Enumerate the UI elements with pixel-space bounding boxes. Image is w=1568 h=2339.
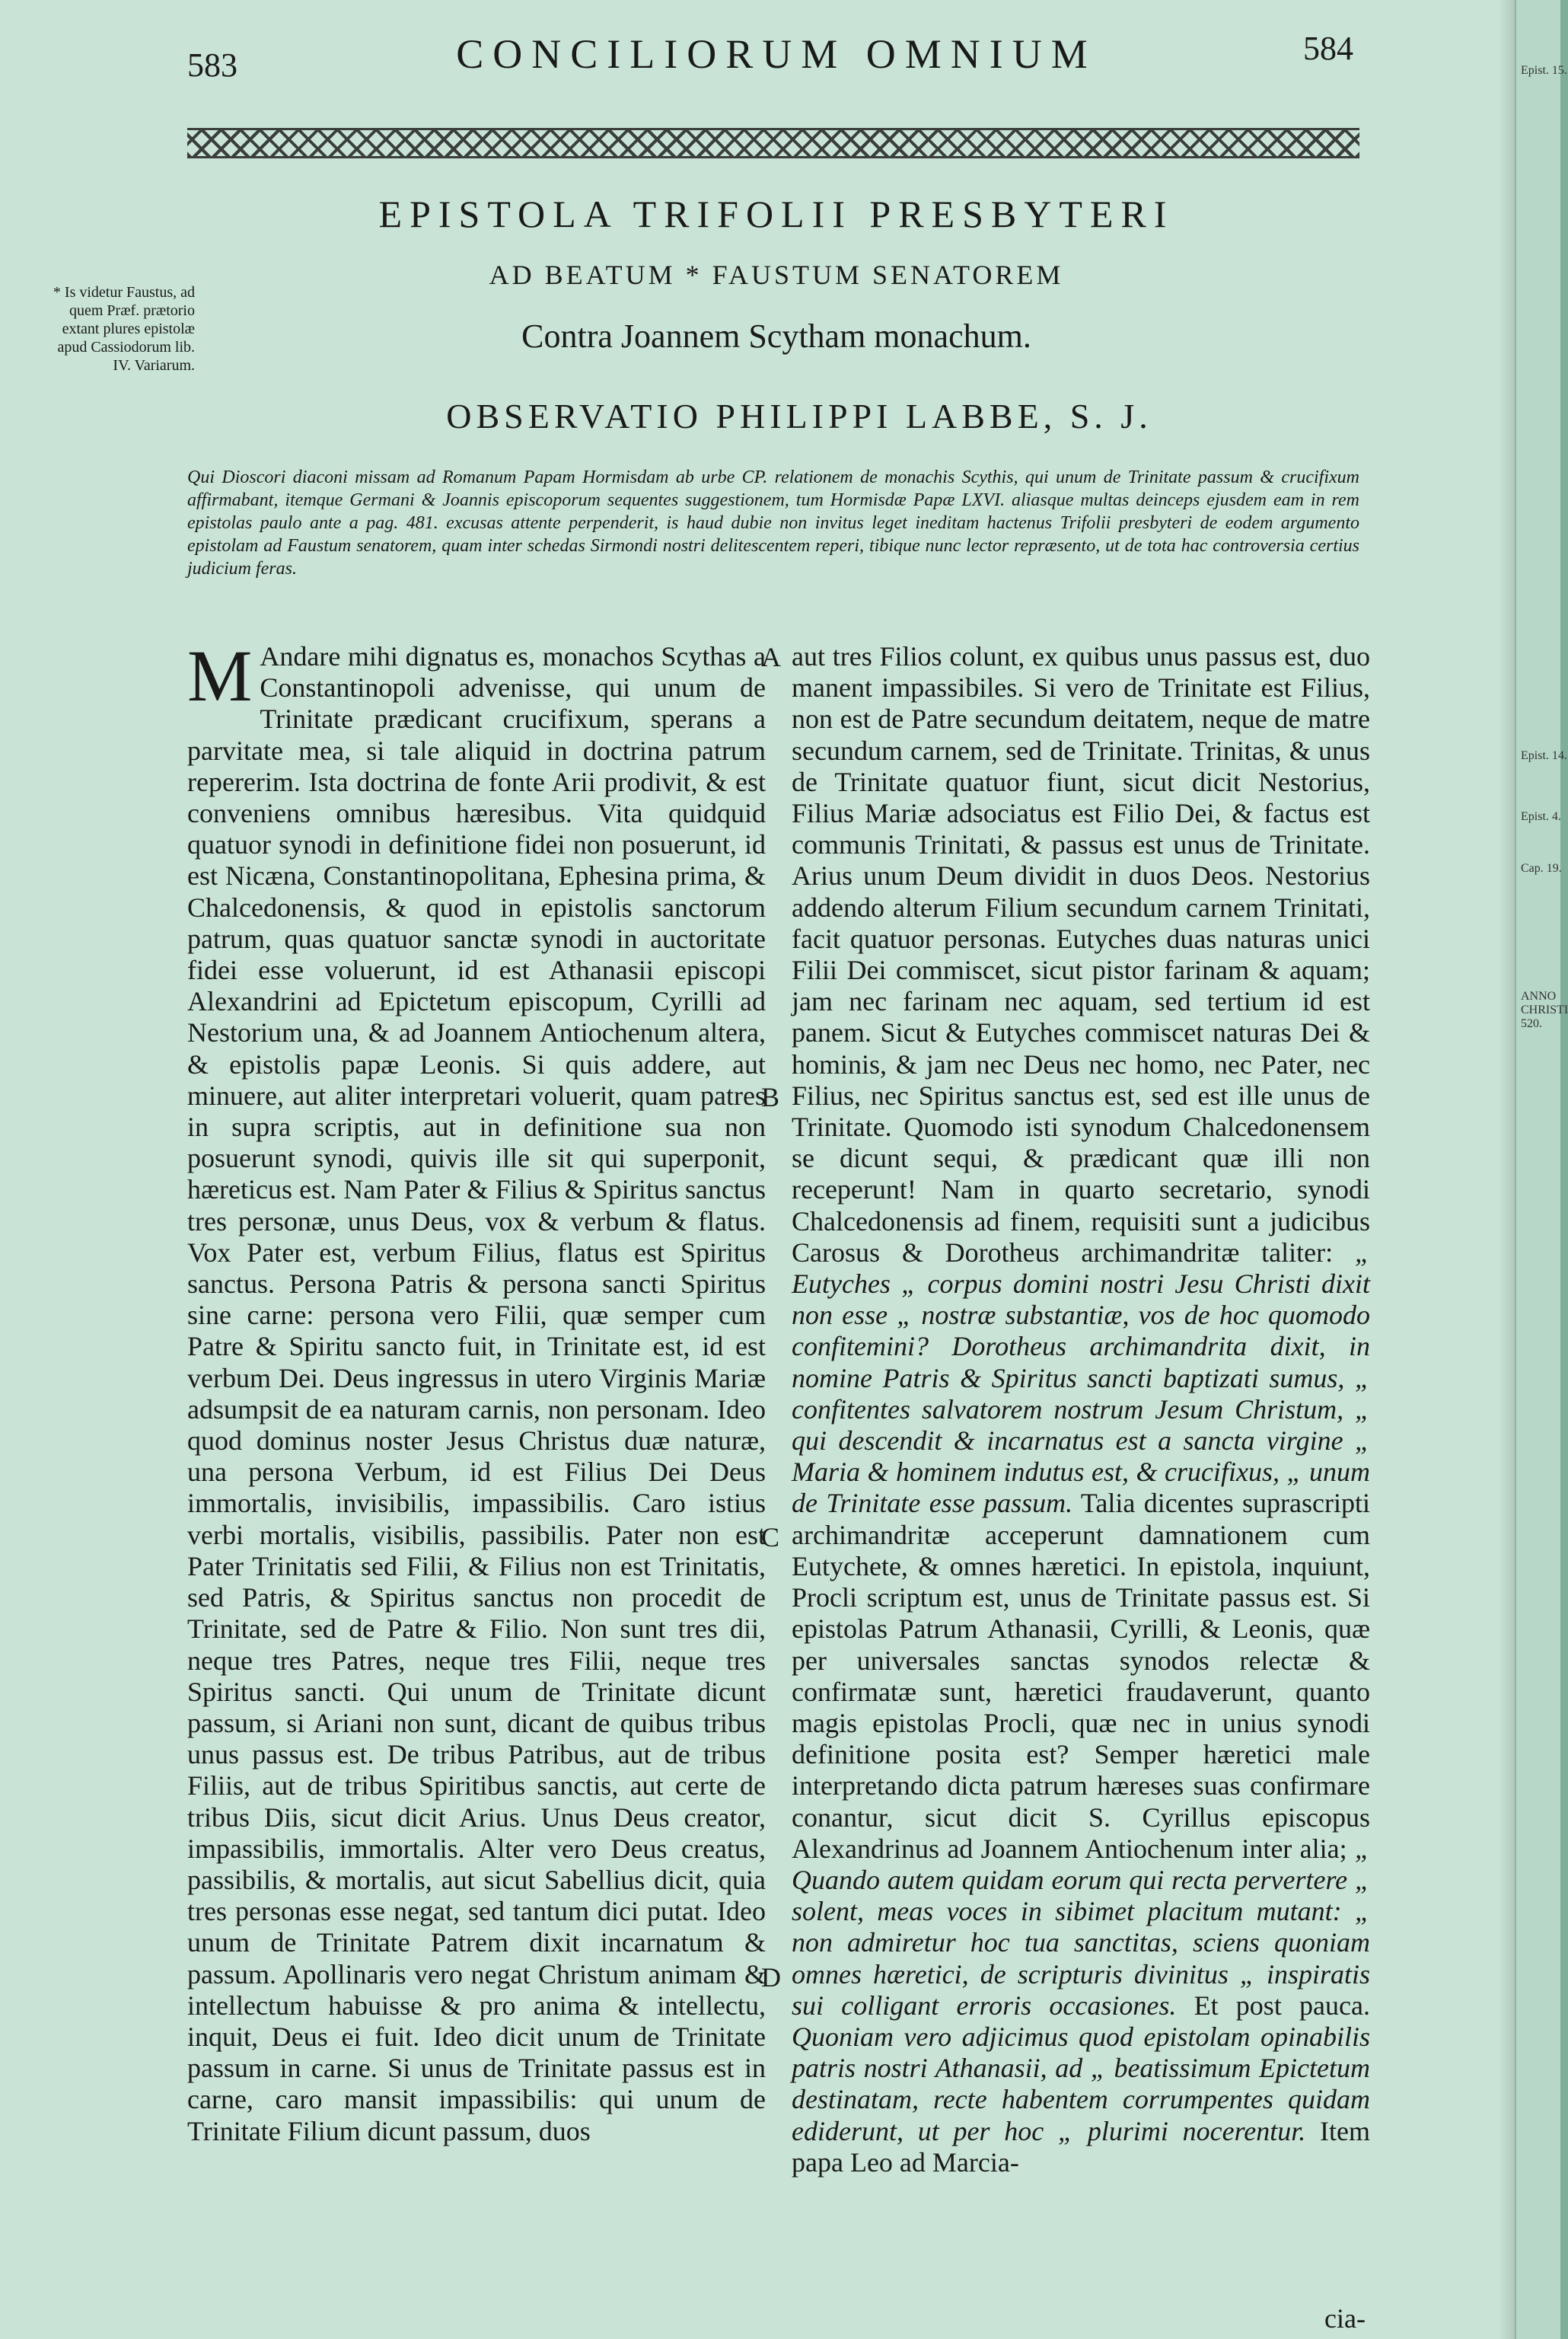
section-letter-a: A bbox=[761, 642, 781, 672]
margin-note: * Is videtur Faustus, ad quem Præf. prætorio extant plures epistolæ apud Cassiodorum lib. IV. Variarum. bbox=[53, 284, 195, 374]
page-number-right: 584 bbox=[1303, 30, 1353, 67]
observatio-text: Qui Dioscori diaconi missam ad Romanum Papam Hormisdam ab urbe CP. relationem de monachis Scythis, qui unum de Trinitate passum & crucifixum affirmabant, itemque Germani & Joannis episcoporum sequentes suggestionem, tum Hormisdæ Papæ LXVI. aliasque multas deinceps ejusdem eam in rem epistolas paulo ante a pag. 481. excusas attente perpenderit, is haud dubie non invitus leget ineditam hactenus Trifolii presbyteri de eodem argumento epistolam ad Faustum senatorem, quam inter schedas Sirmondi nostri delitescentem reperi, tibique nunc lector repræsento, ut de tota hac controversia certius judicium feras. bbox=[187, 467, 1359, 579]
next-page-edge bbox=[1515, 0, 1568, 2339]
quote-cyrillus: „ Quando autem quidam eorum qui recta pervertere „ solent, meas voces in sibimet placitum mutant: „ non admiretur hoc tua sanctitas, sciens quoniam omnes hæretici, de scripturis divinitus „ inspiratis sui colligant erroris occasiones. bbox=[792, 1833, 1370, 2021]
next-page-note-2: Epist. 14. bbox=[1521, 749, 1567, 762]
gutter-shadow bbox=[1498, 0, 1515, 2339]
page-number-left: 583 bbox=[187, 46, 237, 84]
next-page-note-4: Cap. 19. bbox=[1521, 862, 1562, 875]
running-head: CONCILIORUM OMNIUM bbox=[456, 31, 1097, 77]
drop-cap: M bbox=[187, 635, 253, 716]
section-letter-d: D bbox=[761, 1962, 781, 1993]
right-text-a: aut tres Filios colunt, ex quibus unus passus est, duo manent impassibiles. Si vero de Trinitate est Filius, non est de Patre secundum deitatem, neque de matre secundum carnem, sed de Trinitate. Trinitas, & unus de Trinitate quatuor fiunt, sicut dicit Nestorius, Filius Mariæ adsociatus est Filio Dei, & factus est communis Trinitati, & passus est unus de Trinitate. Arius unum Deum dividit in duos Deos. Nestorius addendo alterum Filium secundum carnem Trinitati, facit quatuor personas. Eutyches duas naturas unici Filii Dei commiscet, sicut pistor farinam & aquam; jam nec farinam nec aquam, sed tertium id est panem. Sicut & Eutyches commiscet naturas Dei & hominis, & jam nec Deus nec homo, nec Pater, nec Filius, nec Spiritus sanctus est, sed est ille unus de Trinitate. Quomodo isti synodum Chalcedonensem se dicunt sequi, & prædicant quæ illi non receperunt! Nam in quarto secretario, synodi Chalcedonensis ad finem, requisiti sunt a judicibus Carosus & Dorotheus archimandritæ taliter: bbox=[792, 641, 1370, 1268]
next-page-note-1: Epist. 15. bbox=[1521, 64, 1567, 77]
left-column-text: Andare mihi dignatus es, monachos Scythas a Constantinopoli advenisse, qui unum de Trinitate prædicant crucifixum, sperans a parvitate mea, si tale aliquid in doctrina patrum repererim. Ista doctrina de fonte Arii prodivit, & est conveniens omnibus hæresibus. Vita quidquid quatuor synodi in definitione fidei non posuerunt, id est Nicæna, Constantinopolitana, Ephesina prima, & Chalcedonensis, & quod in epistolis sanctorum patrum, quas quatuor sanctæ synodi in auctoritate fidei esse voluerunt, id est Athanasii episcopi Alexandrini ad Epictetum episcopum, Cyrilli ad Nestorium una, & ad Joannem Antiochenum altera, & epistolis papæ Leonis. Si quis addere, aut minuere, aut aliter interpretari voluerit, quam patres in supra scriptis, aut in definitione sua non posuerunt synodi, quivis ille sit qui superponit, hæreticus est. Nam Pater & Filius & Spiritus sanctus tres personæ, unus Deus, vox & verbum & flatus. Vox Pater est, verbum Filius, flatus est Spiritus sanctus. Persona Patris & persona sancti Spiritus sine carne: persona vero Filii, quæ semper cum Patre & Spiritu sancto fuit, in Trinitate est, id est verbum Dei. Deus ingressus in utero Virginis Mariæ adsumpsit de ea naturam carnis, non personam. Ideo quod dominus noster Jesus Christus duæ naturæ, una persona Verbum, id est Filius Dei Deus immortalis, invisibilis, impassibilis. Caro istius verbi mortalis, visibilis, passibilis. Pater non est Pater Trinitatis sed Filii, & Filius non est Trinitatis, sed Patris, & Spiritus sanctus non procedit de Trinitate, sed de Patre & Filio. Non sunt tres dii, neque tres Patres, neque tres Filii, neque tres Spiritus sancti. Qui unum de Trinitate dicunt passum, si Ariani non sunt, dicant de quibus tribus unus passus est. De tribus Patribus, aut de tribus Filiis, aut de tribus Spiritibus sanctis, aut certe de tribus Diis, sicut dicit Arius. Unus Deus creator, impassibilis, immortalis. Alter vero Deus creatus, passibilis, & mortalis, aut sicut Sabellius dicit, quia tres personas esse negat, sed tantum dici putat. Ideo unum de Trinitate Patrem dixit incarnatum & passum. Apollinaris vero negat Christum animam & intellectum habuisse & pro anima & intellectu, inquit, Deus ei fuit. Ideo dicit unum de Trinitate passum in carne. Si unus de Trinitate passus est in carne, caro mansit impassibilis: qui unum de Trinitate Filium dicunt passum, duos bbox=[187, 641, 766, 2146]
left-column bbox=[187, 635, 766, 2147]
observatio-heading: OBSERVATIO PHILIPPI LABBE, S. J. bbox=[446, 397, 1152, 436]
epistola-subtitle-2: Contra Joannem Scytham monachum. bbox=[521, 318, 1031, 355]
ornamental-rule bbox=[187, 128, 1359, 158]
right-column bbox=[792, 641, 1370, 2178]
section-letter-b: B bbox=[761, 1082, 780, 1112]
left-column-paragraph bbox=[187, 635, 766, 2147]
right-text-c: Et post pauca. bbox=[1194, 1990, 1370, 2021]
epistola-subtitle: AD BEATUM * FAUSTUM SENATOREM bbox=[489, 260, 1064, 290]
right-text-b: Talia dicentes suprascripti archimandritæ acceperunt damnationem cum Eutychete, & omnes hæretici. In epistola, inquiunt, Procli scriptum est, unus de Trinitate passus est. Si epistolas Patrum Athanasii, Cyrilli, & Leonis, quæ per universales sanctas synodos relectæ & confirmatæ sunt, hæretici fraudaverunt, quanto magis epistolas Procli, quæ nec in unius synodi definitione posita est? Semper hæretici male interpretando dicta patrum hæreses suas confirmare conantur, sicut dicit S. Cyrillus episcopus Alexandrinus ad Joannem Antiochenum inter alia; bbox=[792, 1488, 1370, 1864]
section-letter-c: C bbox=[761, 1522, 780, 1552]
right-column-paragraph bbox=[792, 641, 1370, 2178]
catchword: cia- bbox=[1324, 2303, 1366, 2334]
epistola-title: EPISTOLA TRIFOLII PRESBYTERI bbox=[378, 193, 1174, 235]
right-text-d: Item papa Leo ad Marcia- bbox=[792, 2115, 1371, 2178]
next-page-note-3: Epist. 4. bbox=[1521, 810, 1561, 823]
quote-chalcedon: „ Eutyches „ corpus domini nostri Jesu Christi dixit non esse „ nostræ substantiæ, vos de hoc quomodo confitemini? Dorotheus archimandrita dixit, in nomine Patris & Spiritus sancti baptizati sumus, „ confitentes salvatorem nostrum Jesum Christum, „ qui descendit & incarnatus est a sancta virgine „ Maria & hominem indutus est, & crucifixus, „ unum de Trinitate esse passum. bbox=[792, 1237, 1370, 1519]
quote-athanasius: Quoniam vero adjicimus quod epistolam opinabilis patris nostri Athanasii, ad „ beatissimum Epictetum destinatam, recte habentem corrumpentes quidam ediderunt, ut per hoc „ plurimi nocerentur. bbox=[792, 2021, 1370, 2146]
next-page-anno: ANNO CHRISTI 520. bbox=[1521, 990, 1568, 1030]
